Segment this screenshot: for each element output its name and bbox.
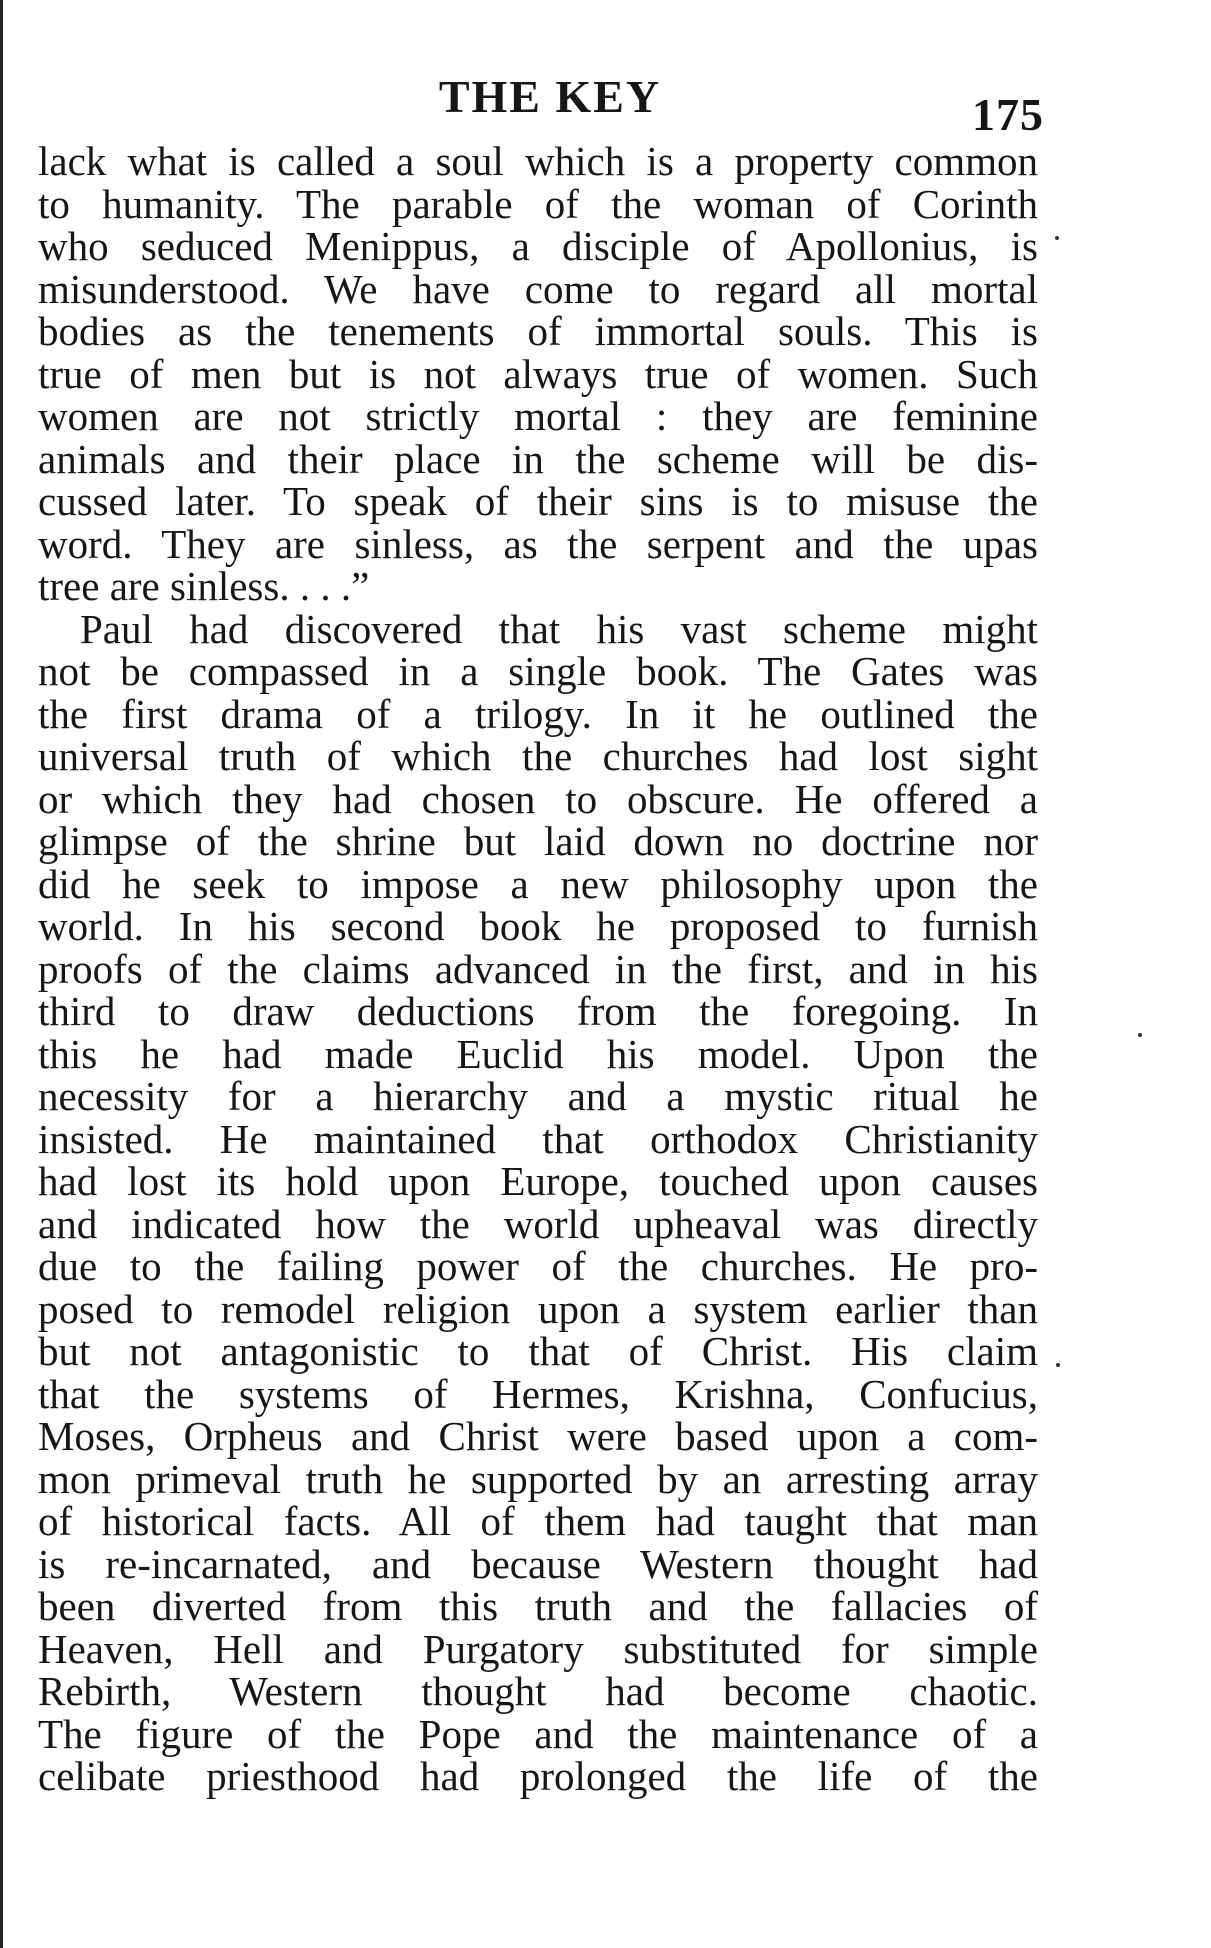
text-line: world. In his second book he proposed to furnish [38, 903, 1038, 949]
text-line: women are not strictly mortal : they are feminine [38, 393, 1038, 439]
text-line: who seduced Menippus, a disciple of Apollonius, is [38, 223, 1038, 269]
text-line: Heaven, Hell and Purgatory substituted for simple [38, 1625, 1038, 1672]
page-number: 175 [972, 89, 1044, 140]
paragraph-1 [38, 140, 1038, 608]
text-line: had lost its hold upon Europe, touched upon causes [38, 1158, 1038, 1204]
ink-speck [1056, 1363, 1060, 1367]
text-line: posed to remodel religion upon a system earlier than [38, 1285, 1038, 1332]
text-line: true of men but is not always true of women. Such [38, 350, 1038, 397]
text-line: mon primeval truth he supported by an arresting array [38, 1455, 1038, 1502]
text-line: the first drama of a trilogy. In it he outlined the [38, 690, 1038, 737]
text-line: but not antagonistic to that of Christ. His claim [38, 1328, 1038, 1374]
text-line: word. They are sinless, as the serpent and the upas [38, 520, 1038, 567]
running-title: THE KEY [438, 71, 662, 122]
text-line: that the systems of Hermes, Krishna, Confucius, [38, 1370, 1038, 1417]
text-line: cussed later. To speak of their sins is to misuse the [38, 478, 1038, 524]
text-line: universal truth of which the churches had lost sight [38, 733, 1038, 779]
text-line: due to the failing power of the churches. He pro- [38, 1243, 1038, 1289]
page-edge [0, 0, 11, 1948]
text-line: necessity for a hierarchy and a mystic ritual he [38, 1073, 1038, 1119]
text-line: and indicated how the world upheaval was directly [38, 1200, 1038, 1247]
text-line: celibate priesthood had prolonged the life of the [38, 1753, 1038, 1799]
text-line: tree are sinless. . . .” [38, 563, 370, 609]
text-line: lack what is called a soul which is a property common [38, 138, 1038, 184]
text-line: of historical facts. All of them had taught that man [38, 1498, 1038, 1544]
text-line: The figure of the Pope and the maintenance of a [38, 1710, 1038, 1757]
text-line: misunderstood. We have come to regard all mortal [38, 265, 1038, 312]
body-text [38, 140, 1038, 1798]
text-line: Paul had discovered that his vast scheme might [80, 605, 1038, 652]
text-line: Moses, Orpheus and Christ were based upon a com- [38, 1413, 1038, 1459]
text-line: did he seek to impose a new philosophy upon the [38, 860, 1038, 907]
text-line: this he had made Euclid his model. Upon the [38, 1030, 1038, 1077]
text-line: animals and their place in the scheme will be dis- [38, 435, 1038, 482]
paragraph-2 [38, 605, 1038, 1799]
page-header [40, 70, 1044, 140]
text-line: been diverted from this truth and the fallacies of [38, 1583, 1038, 1629]
text-line: Rebirth, Western thought had become chaotic. [38, 1668, 1038, 1714]
ink-speck [1055, 236, 1059, 240]
text-line: not be compassed in a single book. The Gates was [38, 648, 1038, 694]
text-line: proofs of the claims advanced in the first, and in his [38, 945, 1038, 992]
text-line: third to draw deductions from the foregoing. In [38, 988, 1038, 1034]
text-line: to humanity. The parable of the woman of Corinth [38, 180, 1038, 227]
ink-speck [1138, 1033, 1142, 1037]
text-line: bodies as the tenements of immortal souls. This is [38, 308, 1038, 354]
text-line: or which they had chosen to obscure. He offered a [38, 775, 1038, 822]
text-line: is re-incarnated, and because Western thought had [38, 1540, 1038, 1587]
text-line: insisted. He maintained that orthodox Christianity [38, 1115, 1038, 1162]
text-line: glimpse of the shrine but laid down no doctrine nor [38, 818, 1038, 864]
